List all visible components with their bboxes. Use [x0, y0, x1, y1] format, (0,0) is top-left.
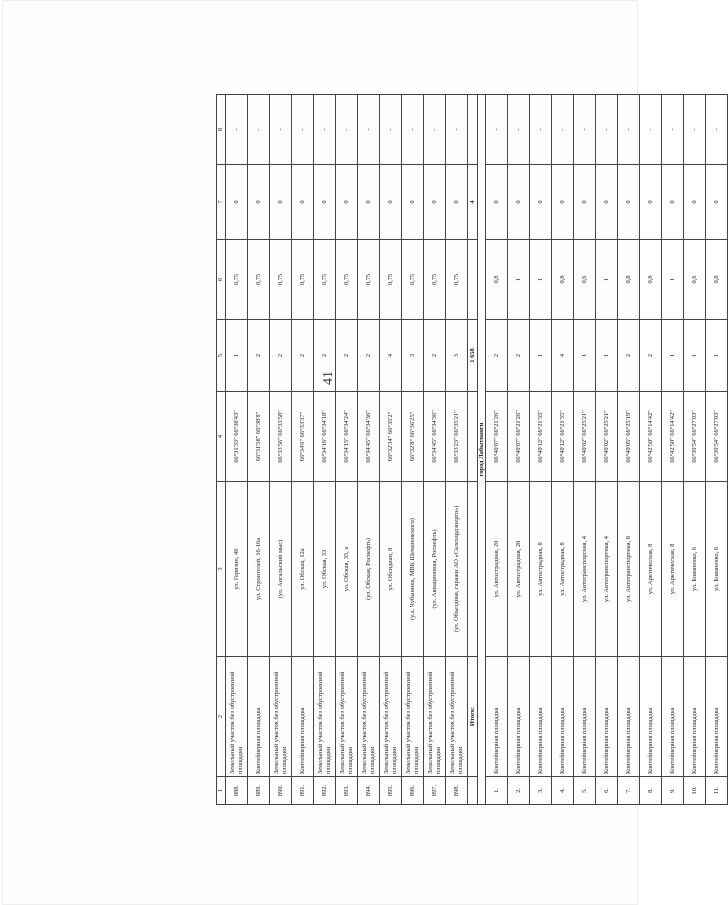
- col-6-value: 0,8: [640, 240, 662, 320]
- col-7-value: 0: [486, 165, 508, 240]
- scanned-page: [2, 0, 721, 905]
- address: ул. Обская, 35, а: [336, 482, 358, 657]
- col-5-value: 2: [358, 320, 380, 392]
- table-row: [684, 95, 706, 805]
- col-8-value: -: [706, 95, 728, 165]
- table-row: [314, 95, 336, 805]
- col-8-value: -: [292, 95, 314, 165]
- site-type: Контейнерная площадка: [530, 657, 552, 777]
- address: ул. Обская, 33: [314, 482, 336, 657]
- col-7-value: 0: [292, 165, 314, 240]
- address: ул. Геризин, 46: [226, 482, 248, 657]
- row-number: 2.: [508, 777, 530, 805]
- col-8-value: -: [226, 95, 248, 165]
- table-row: [640, 95, 662, 805]
- header-cell: 6: [217, 240, 226, 320]
- row-number: 1.: [486, 777, 508, 805]
- table-body-a: [226, 95, 468, 805]
- site-type: Контейнерная площадка: [552, 657, 574, 777]
- site-type: Контейнерная площадка: [640, 657, 662, 777]
- header-cell: 2: [217, 657, 226, 777]
- coordinates: 66°40'07" 66°21'26": [486, 392, 508, 482]
- coordinates: 66°33'56" 66°33'58": [270, 392, 292, 482]
- coordinates: 66°34'45" 66°34'36": [358, 392, 380, 482]
- col-7-value: 0: [270, 165, 292, 240]
- address: ул. Автотранспортная, 4: [596, 482, 618, 657]
- address: ул. Строителей, 16-16а: [248, 482, 270, 657]
- col-8-value: -: [336, 95, 358, 165]
- coordinates: 66°39'54" 66°27'03": [706, 392, 728, 482]
- site-type: Контейнерная площадка: [486, 657, 508, 777]
- row-number: 895.: [380, 777, 402, 805]
- address: ул. Бованенко, 6: [706, 482, 728, 657]
- table-row: [662, 95, 684, 805]
- address: ул. Обская, 12а: [292, 482, 314, 657]
- address: (ул. Авиационная, Роснефть): [424, 482, 446, 657]
- coordinates: 66°34'15" 66°34'24": [336, 392, 358, 482]
- col-5-value: 3: [402, 320, 424, 392]
- col-5-value: 1: [684, 320, 706, 392]
- col-7-value: 0: [424, 165, 446, 240]
- table-row: [508, 95, 530, 805]
- table-row: [424, 95, 446, 805]
- col-5-value: 2: [618, 320, 640, 392]
- table-row: [552, 95, 574, 805]
- page-number: 41: [321, 371, 336, 385]
- table-row: [530, 95, 552, 805]
- col-5-value: 1: [574, 320, 596, 392]
- col-5-value: 2: [314, 320, 336, 392]
- col-5-value: 1: [226, 320, 248, 392]
- col-8-value: -: [574, 95, 596, 165]
- site-type: Земельный участок без обустроенной площадки: [402, 657, 424, 777]
- total-row: [468, 95, 478, 805]
- coordinates: 66°32'34" 66°35'2": [380, 392, 402, 482]
- col-6-value: 1: [662, 240, 684, 320]
- col-8-value: -: [618, 95, 640, 165]
- address: (ул. Обская, Роснефть): [358, 482, 380, 657]
- address: ул. Автотранспортная, 8: [618, 482, 640, 657]
- site-type: Контейнерная площадка: [618, 657, 640, 777]
- site-type: Земельный участок без обустроенной площадки: [358, 657, 380, 777]
- total-c7: 4: [468, 165, 478, 240]
- coordinates: 66°34'6" 66°33'37": [292, 392, 314, 482]
- col-5-value: 3: [446, 320, 468, 392]
- table-row: [446, 95, 468, 805]
- col-8-value: -: [684, 95, 706, 165]
- col-6-value: 0,75: [424, 240, 446, 320]
- col-5-value: 2: [640, 320, 662, 392]
- header-cell: 1: [217, 777, 226, 805]
- col-8-value: -: [640, 95, 662, 165]
- col-7-value: 0: [596, 165, 618, 240]
- row-number: 893.: [336, 777, 358, 805]
- col-8-value: -: [424, 95, 446, 165]
- coordinates: 66°31'58" 66°38'8": [248, 392, 270, 482]
- col-6-value: 0,75: [446, 240, 468, 320]
- row-number: 890.: [270, 777, 292, 805]
- header-cell: 7: [217, 165, 226, 240]
- col-8-value: -: [380, 95, 402, 165]
- col-8-value: -: [248, 95, 270, 165]
- coordinates: 66°42'50" 66°14'42": [662, 392, 684, 482]
- col-6-value: 1: [596, 240, 618, 320]
- col-7-value: 0: [662, 165, 684, 240]
- table-row: [596, 95, 618, 805]
- col-5-value: 4: [552, 320, 574, 392]
- table-row: [574, 95, 596, 805]
- col-6-value: 0,75: [314, 240, 336, 320]
- table-row: [380, 95, 402, 805]
- col-7-value: 0: [574, 165, 596, 240]
- address: ул. Бованенко, 6: [684, 482, 706, 657]
- col-6-value: 0,6: [684, 240, 706, 320]
- address: (у.л. Чубынина, МВК Шемановского): [402, 482, 424, 657]
- col-8-value: -: [358, 95, 380, 165]
- row-number: 10.: [684, 777, 706, 805]
- header-cell: 8: [217, 95, 226, 165]
- col-6-value: 0,75: [358, 240, 380, 320]
- col-6-value: 0,8: [552, 240, 574, 320]
- table-row: [618, 95, 640, 805]
- col-6-value: 0,75: [270, 240, 292, 320]
- col-7-value: 0: [248, 165, 270, 240]
- row-number: 6.: [596, 777, 618, 805]
- col-7-value: 0: [618, 165, 640, 240]
- row-number: 889.: [248, 777, 270, 805]
- col-5-value: 1: [706, 320, 728, 392]
- coordinates: 66°34'45" 66°34'36": [424, 392, 446, 482]
- col-8-value: -: [446, 95, 468, 165]
- header-cell: 5: [217, 320, 226, 392]
- rotated-table-container: [216, 95, 721, 805]
- coordinates: 66°33'23" 66°35'21": [446, 392, 468, 482]
- col-7-value: 0: [684, 165, 706, 240]
- coordinates: 66°39'54" 66°27'03": [684, 392, 706, 482]
- col-8-value: -: [486, 95, 508, 165]
- col-5-value: 1: [530, 320, 552, 392]
- coordinates: 66°40'05" 66°25'19": [618, 392, 640, 482]
- col-6-value: 0,6: [574, 240, 596, 320]
- site-type: Контейнерная площадка: [574, 657, 596, 777]
- table-row: [402, 95, 424, 805]
- col-7-value: 0: [380, 165, 402, 240]
- coordinates: 66°40'12" 66°21'35": [530, 392, 552, 482]
- site-type: Контейнерная площадка: [596, 657, 618, 777]
- site-type: Контейнерная площадка: [684, 657, 706, 777]
- waste-sites-table: [216, 94, 728, 805]
- header-cell: 4: [217, 392, 226, 482]
- section-title: город Лабытнанги: [478, 95, 486, 805]
- col-7-value: 0: [336, 165, 358, 240]
- coordinates: 66°40'02" 66°25'21": [574, 392, 596, 482]
- col-6-value: 0,75: [248, 240, 270, 320]
- row-number: 4.: [552, 777, 574, 805]
- table-row: [358, 95, 380, 805]
- col-8-value: -: [402, 95, 424, 165]
- coordinates: 66°40'07" 66°21'26": [508, 392, 530, 482]
- address: ул. Арктическая, 8: [640, 482, 662, 657]
- col-7-value: 0: [508, 165, 530, 240]
- table-row: [336, 95, 358, 805]
- col-8-value: -: [270, 95, 292, 165]
- address: ул. Автострадная, 20: [486, 482, 508, 657]
- col-7-value: 0: [402, 165, 424, 240]
- address: (ул. Ангальский мыс): [270, 482, 292, 657]
- col-6-value: 0,75: [380, 240, 402, 320]
- coordinates: 66°32'8" 66°36'25": [402, 392, 424, 482]
- col-5-value: 2: [248, 320, 270, 392]
- col-5-value: 2: [270, 320, 292, 392]
- coordinates: 66°40'12" 66°21'35": [552, 392, 574, 482]
- table-row: [706, 95, 728, 805]
- col-5-value: 2: [292, 320, 314, 392]
- site-type: Контейнерная площадка: [292, 657, 314, 777]
- col-6-value: 0,8: [618, 240, 640, 320]
- col-6-value: 0,75: [292, 240, 314, 320]
- site-type: Контейнерная площадка: [248, 657, 270, 777]
- row-number: 9.: [662, 777, 684, 805]
- address: ул. Автострадная, 8: [530, 482, 552, 657]
- col-8-value: -: [508, 95, 530, 165]
- col-5-value: 2: [508, 320, 530, 392]
- row-number: 5.: [574, 777, 596, 805]
- col-6-value: 1: [508, 240, 530, 320]
- coordinates: 66°40'02" 66°25'21": [596, 392, 618, 482]
- site-type: Земельный участок без обустроенной площадки: [270, 657, 292, 777]
- col-6-value: 0,8: [706, 240, 728, 320]
- row-number: 894.: [358, 777, 380, 805]
- row-number: 896.: [402, 777, 424, 805]
- table-row: [226, 95, 248, 805]
- col-5-value: 2: [424, 320, 446, 392]
- col-8-value: -: [662, 95, 684, 165]
- col-8-value: -: [314, 95, 336, 165]
- row-number: 8.: [640, 777, 662, 805]
- col-7-value: 0: [552, 165, 574, 240]
- row-number: 888.: [226, 777, 248, 805]
- col-7-value: 0: [314, 165, 336, 240]
- col-5-value: 1: [596, 320, 618, 392]
- col-7-value: 0: [226, 165, 248, 240]
- site-type: Земельный участок без обустроенной площадки: [314, 657, 336, 777]
- col-6-value: 0,75: [336, 240, 358, 320]
- table-row: [248, 95, 270, 805]
- row-number: 3.: [530, 777, 552, 805]
- address: ул. Автотранспортная, 4: [574, 482, 596, 657]
- col-6-value: 0,8: [486, 240, 508, 320]
- col-5-value: 4: [380, 320, 402, 392]
- col-7-value: 0: [530, 165, 552, 240]
- total-label: Итого:: [468, 657, 478, 777]
- site-type: Земельный участок без обустроенной площадки: [380, 657, 402, 777]
- col-5-value: 2: [486, 320, 508, 392]
- site-type: Контейнерная площадка: [706, 657, 728, 777]
- header-cell: 3: [217, 482, 226, 657]
- row-number: 11.: [706, 777, 728, 805]
- col-5-value: 1: [662, 320, 684, 392]
- row-number: 891.: [292, 777, 314, 805]
- address: ул. Арктическая, 8: [662, 482, 684, 657]
- site-type: Земельный участок без обустроенной площадки: [226, 657, 248, 777]
- col-6-value: 0,75: [226, 240, 248, 320]
- address: ул. Обсидиан, 8: [380, 482, 402, 657]
- section-title-row: [478, 95, 486, 805]
- col-7-value: 0: [358, 165, 380, 240]
- header-row: [217, 95, 226, 805]
- row-number: 897.: [424, 777, 446, 805]
- site-type: Земельный участок без обустроенной площадки: [446, 657, 468, 777]
- table-row: [270, 95, 292, 805]
- row-number: 7.: [618, 777, 640, 805]
- address: ул. Автострадная, 20: [508, 482, 530, 657]
- site-type: Контейнерная площадка: [662, 657, 684, 777]
- col-8-value: -: [530, 95, 552, 165]
- coordinates: 66°34'16" 66°34'18": [314, 392, 336, 482]
- address: ул. Автострадная, 8: [552, 482, 574, 657]
- total-count: 1 658: [468, 320, 478, 392]
- table-body-b: [486, 95, 728, 805]
- address: (ул. Объездная, гаражи АО «Салехардэнерго»): [446, 482, 468, 657]
- coordinates: 66°31'33" 66°38'43": [226, 392, 248, 482]
- table-row: [486, 95, 508, 805]
- col-8-value: -: [596, 95, 618, 165]
- row-number: 892.: [314, 777, 336, 805]
- col-6-value: 0,75: [402, 240, 424, 320]
- col-6-value: 1: [530, 240, 552, 320]
- site-type: Контейнерная площадка: [508, 657, 530, 777]
- col-7-value: 0: [446, 165, 468, 240]
- table-row: [292, 95, 314, 805]
- site-type: Земельный участок без обустроенной площадки: [336, 657, 358, 777]
- row-number: 898.: [446, 777, 468, 805]
- site-type: Земельный участок без обустроенной площадки: [424, 657, 446, 777]
- col-7-value: 0: [640, 165, 662, 240]
- col-8-value: -: [552, 95, 574, 165]
- col-5-value: 2: [336, 320, 358, 392]
- coordinates: 66°42'50" 66°14'42": [640, 392, 662, 482]
- col-7-value: 0: [706, 165, 728, 240]
